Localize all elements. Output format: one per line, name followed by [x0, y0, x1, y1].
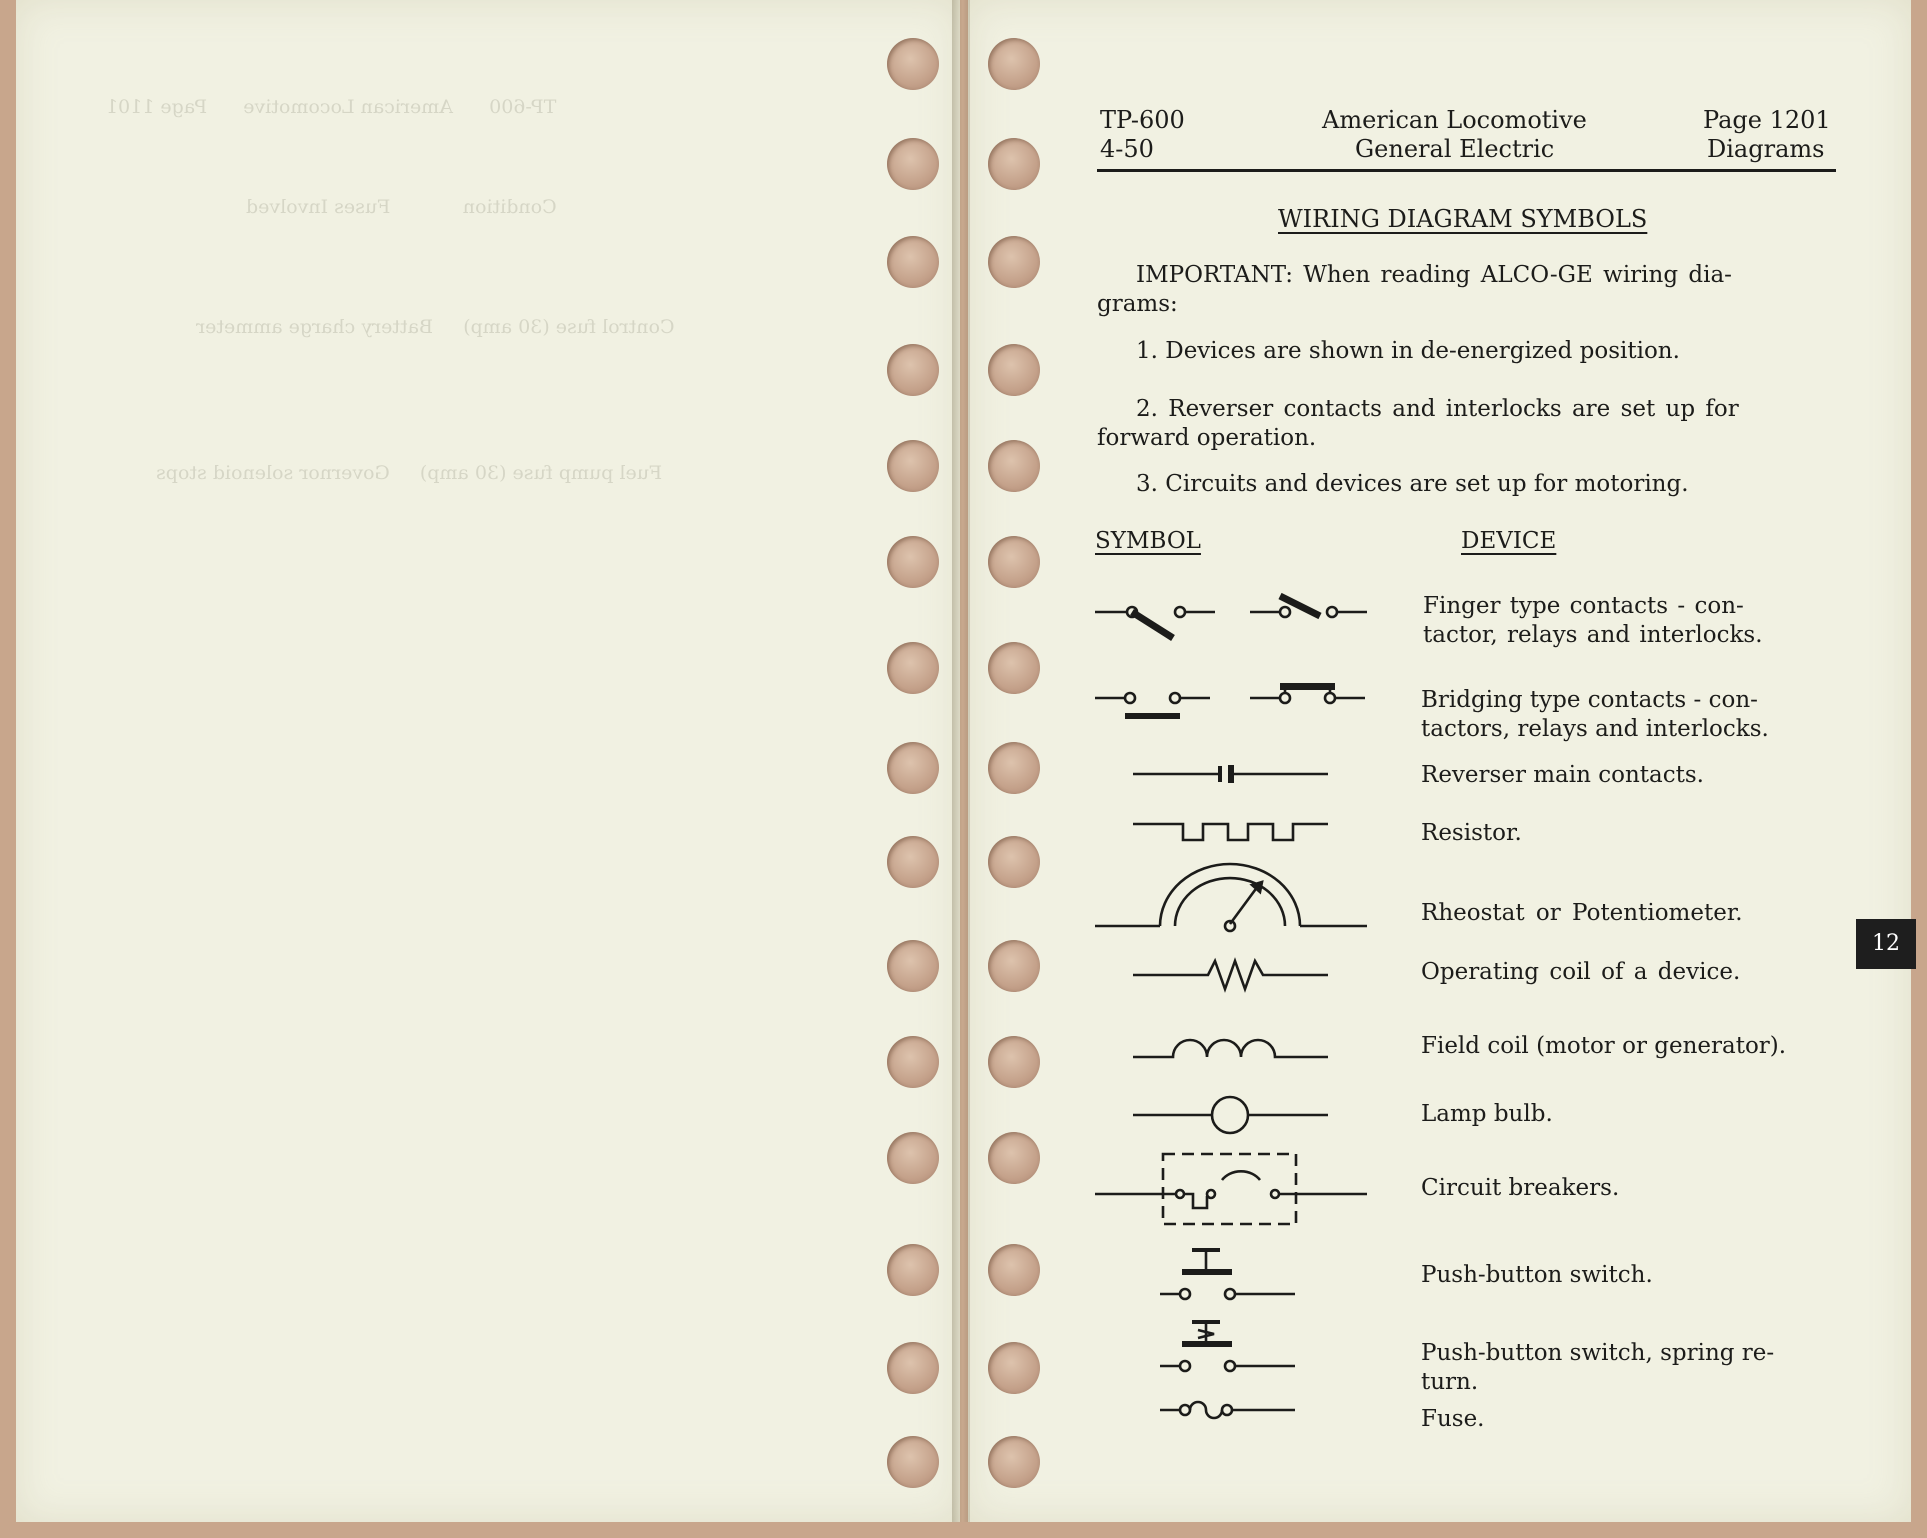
- binding-hole: [887, 742, 939, 794]
- rheostat-icon: [1095, 858, 1370, 938]
- page-label: Page 1201: [1703, 106, 1831, 134]
- device-label-bridging-contacts-cont: tactors, relays and interlocks.: [1421, 716, 1769, 742]
- device-label-bridging-contacts: Bridging type contacts - con-: [1421, 687, 1758, 713]
- doc-number: TP-600: [1100, 106, 1185, 134]
- binding-hole: [988, 38, 1040, 90]
- intro-line1: IMPORTANT: When reading ALCO-GE wiring dia-: [1136, 262, 1732, 288]
- field-coil-icon: [1133, 1025, 1333, 1065]
- rule-2-cont: forward operation.: [1097, 425, 1317, 451]
- binding-hole: [988, 1132, 1040, 1184]
- device-label-reverser: Reverser main contacts.: [1421, 762, 1704, 788]
- section-label: Diagrams: [1707, 135, 1825, 163]
- binding-hole: [988, 344, 1040, 396]
- device-label-push-button-spring-cont: turn.: [1421, 1369, 1479, 1395]
- reverser-contacts-icon: [1133, 760, 1333, 790]
- device-label-circuit-breaker: Circuit breakers.: [1421, 1175, 1620, 1201]
- binding-hole: [887, 1244, 939, 1296]
- binding-hole: [988, 642, 1040, 694]
- doc-date: 4-50: [1100, 135, 1154, 163]
- binding-hole: [988, 1342, 1040, 1394]
- operating-coil-icon: [1133, 955, 1333, 995]
- finger-contacts-icon: [1095, 590, 1370, 650]
- header-rule: [1097, 169, 1836, 172]
- binding-hole: [988, 138, 1040, 190]
- binding-hole: [887, 836, 939, 888]
- device-label-resistor: Resistor.: [1421, 820, 1522, 846]
- symbol-column-heading: SYMBOL: [1095, 528, 1201, 554]
- binding-hole: [988, 536, 1040, 588]
- resistor-icon: [1133, 818, 1333, 848]
- push-button-spring-icon: [1160, 1318, 1300, 1378]
- bridging-contacts-icon: [1095, 680, 1370, 725]
- binding-hole: [988, 836, 1040, 888]
- fuse-icon: [1160, 1396, 1300, 1426]
- show-through-text: Condition Fuses Involved: [246, 196, 557, 218]
- lamp-bulb-icon: [1133, 1095, 1333, 1135]
- binding-hole: [887, 38, 939, 90]
- device-label-push-button-spring: Push-button switch, spring re-: [1421, 1340, 1775, 1366]
- show-through-text: Fuel pump fuse (30 amp) Governor solenoid stops: [156, 462, 663, 484]
- device-label-finger-contacts: Finger type contacts - con-: [1423, 593, 1744, 619]
- device-column-heading: DEVICE: [1461, 528, 1557, 554]
- binding-hole: [887, 236, 939, 288]
- company-line2: General Electric: [1355, 135, 1555, 163]
- device-label-finger-contacts-cont: tactor, relays and interlocks.: [1423, 622, 1763, 648]
- rule-3: 3. Circuits and devices are set up for motoring.: [1136, 471, 1689, 497]
- binding-hole: [887, 1036, 939, 1088]
- binding-hole: [887, 1436, 939, 1488]
- device-label-field-coil: Field coil (motor or generator).: [1421, 1033, 1787, 1059]
- binding-hole: [988, 440, 1040, 492]
- device-label-lamp: Lamp bulb.: [1421, 1101, 1553, 1127]
- page-title: WIRING DIAGRAM SYMBOLS: [1278, 205, 1648, 233]
- intro-line2: grams:: [1097, 291, 1178, 317]
- binding-hole: [887, 536, 939, 588]
- device-label-operating-coil: Operating coil of a device.: [1421, 959, 1741, 985]
- binding-hole: [988, 742, 1040, 794]
- binding-hole: [988, 940, 1040, 992]
- device-label-fuse: Fuse.: [1421, 1406, 1485, 1432]
- device-label-push-button: Push-button switch.: [1421, 1262, 1653, 1288]
- push-button-icon: [1160, 1246, 1300, 1306]
- section-tab[interactable]: 12: [1856, 919, 1916, 969]
- binding-hole: [887, 440, 939, 492]
- binding-hole: [887, 344, 939, 396]
- spine: [952, 0, 970, 1522]
- binding-hole: [988, 236, 1040, 288]
- left-page: [16, 0, 960, 1522]
- company-line1: American Locomotive: [1322, 106, 1587, 134]
- binding-hole: [887, 642, 939, 694]
- rule-2: 2. Reverser contacts and interlocks are set up for: [1136, 396, 1739, 422]
- rule-1: 1. Devices are shown in de-energized position.: [1136, 338, 1680, 364]
- device-label-rheostat: Rheostat or Potentiometer.: [1421, 900, 1743, 926]
- show-through-text: Control fuse (30 amp) Battery charge ammeter: [196, 316, 675, 338]
- binding-hole: [887, 1132, 939, 1184]
- binding-hole: [988, 1244, 1040, 1296]
- binding-hole: [988, 1036, 1040, 1088]
- binding-hole: [988, 1436, 1040, 1488]
- binding-hole: [887, 138, 939, 190]
- circuit-breaker-icon: [1095, 1150, 1370, 1230]
- binding-hole: [887, 1342, 939, 1394]
- binding-hole: [887, 940, 939, 992]
- show-through-text: TP-600 American Locomotive Page 1101: [106, 96, 557, 118]
